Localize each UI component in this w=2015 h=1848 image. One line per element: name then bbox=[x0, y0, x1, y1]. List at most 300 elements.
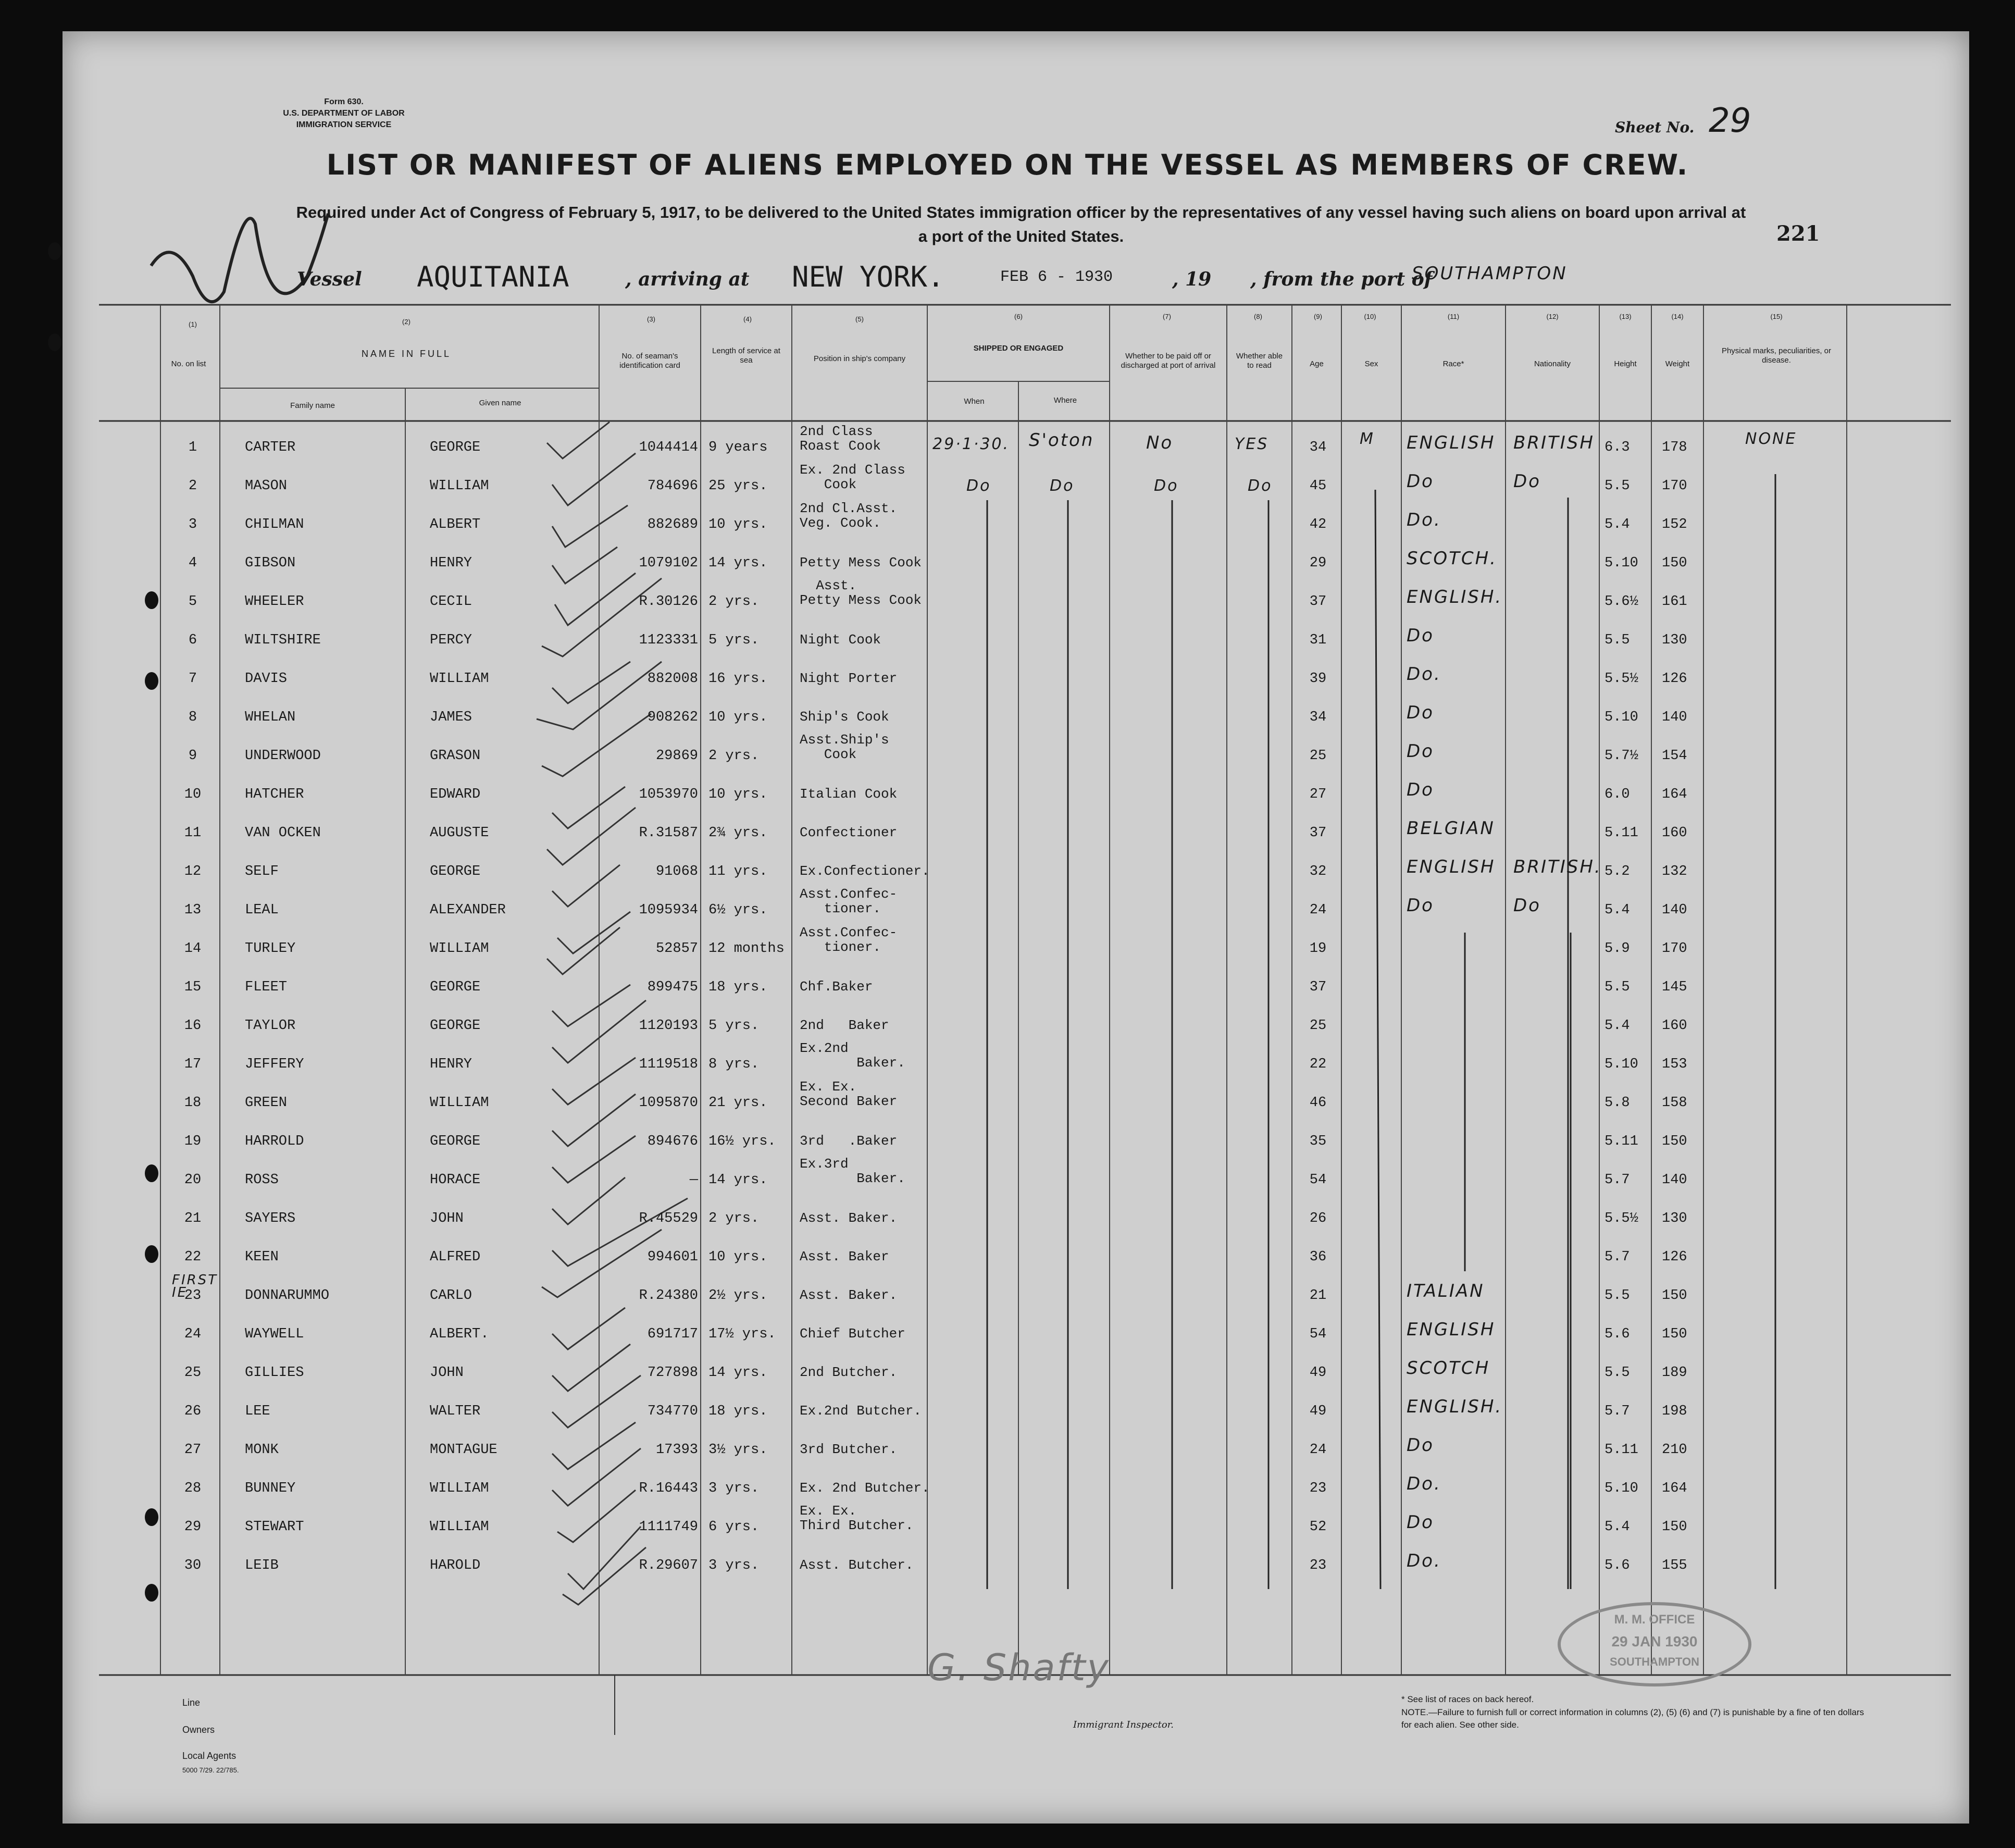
cell-weight: 152 bbox=[1662, 517, 1687, 532]
cell-age: 27 bbox=[1309, 787, 1327, 802]
owners-label: Owners bbox=[182, 1725, 215, 1735]
arriving-label: , arriving at bbox=[625, 268, 750, 290]
cell-height: 6.3 bbox=[1604, 440, 1630, 455]
cell-no: 16 bbox=[184, 1018, 202, 1034]
vessel-label: Vessel bbox=[297, 268, 362, 290]
ditto-able-read: Do bbox=[1248, 477, 1273, 495]
cell-id: 899475 bbox=[647, 979, 698, 995]
cell-weight: 140 bbox=[1662, 1172, 1687, 1188]
form-identifier bbox=[271, 96, 417, 131]
cell-given: WALTER bbox=[430, 1404, 481, 1419]
cell-race: Do bbox=[1407, 1435, 1434, 1456]
cell-given: CECIL bbox=[430, 594, 472, 610]
cell-age: 49 bbox=[1309, 1365, 1327, 1381]
cell-no: 29 bbox=[184, 1519, 202, 1535]
cell-weight: 170 bbox=[1662, 941, 1687, 957]
cell-nationality: Do bbox=[1513, 471, 1541, 492]
cell-weight: 130 bbox=[1662, 632, 1687, 648]
cell-no: 13 bbox=[184, 902, 202, 918]
cell-weight: 154 bbox=[1662, 748, 1687, 764]
colnum-4: (4) bbox=[743, 315, 752, 323]
cell-no: 3 bbox=[188, 517, 197, 532]
cell-id: R.45529 bbox=[639, 1211, 698, 1226]
cell-given: EDWARD bbox=[430, 787, 481, 802]
cell-service: 10 yrs. bbox=[708, 787, 768, 802]
cell-no: 22 bbox=[184, 1249, 202, 1265]
cell-service: 2 yrs. bbox=[708, 748, 760, 764]
cell-age: 37 bbox=[1309, 594, 1327, 610]
stamp-top: M. M. OFFICE bbox=[1614, 1613, 1695, 1627]
header-family-name: Family name bbox=[290, 401, 335, 410]
cell-age: 39 bbox=[1309, 671, 1327, 687]
cell-no: 10 bbox=[184, 787, 202, 802]
cell-weight: 170 bbox=[1662, 478, 1687, 494]
cell-given: HORACE bbox=[430, 1172, 481, 1188]
cell-weight: 150 bbox=[1662, 1134, 1687, 1149]
cell-given: GEORGE bbox=[430, 864, 481, 879]
cell-height: 5.10 bbox=[1604, 1057, 1638, 1072]
cell-no: 5 bbox=[188, 594, 197, 610]
cell-height: 5.11 bbox=[1604, 1134, 1638, 1149]
header-age: Age bbox=[1310, 359, 1324, 368]
form-number: Form 630. bbox=[324, 97, 364, 106]
cell-no: 14 bbox=[184, 941, 202, 957]
cell-family: KEEN bbox=[245, 1249, 279, 1265]
page-code: 221 bbox=[1776, 221, 1820, 246]
cell-no: 20 bbox=[184, 1172, 202, 1188]
ditto-paid-off: Do bbox=[1154, 477, 1179, 495]
cell-height: 5.4 bbox=[1604, 1519, 1630, 1535]
cell-service: 17½ yrs. bbox=[708, 1326, 776, 1342]
shipped-where: S'oton bbox=[1029, 430, 1094, 451]
cell-service: 8 yrs. bbox=[708, 1057, 760, 1072]
cell-family: ROSS bbox=[245, 1172, 279, 1188]
cell-no: 27 bbox=[184, 1442, 202, 1458]
cell-family: TAYLOR bbox=[245, 1018, 296, 1034]
cell-weight: 145 bbox=[1662, 979, 1687, 995]
cell-age: 54 bbox=[1309, 1172, 1327, 1188]
cell-family: FLEET bbox=[245, 979, 288, 995]
cell-family: LEIB bbox=[245, 1558, 279, 1573]
table-row bbox=[0, 814, 2015, 852]
cell-given: HENRY bbox=[430, 1057, 472, 1072]
cell-service: 16 yrs. bbox=[708, 671, 768, 687]
table-row bbox=[0, 424, 2015, 467]
cell-age: 29 bbox=[1309, 555, 1327, 571]
cell-id: 1111749 bbox=[639, 1519, 698, 1535]
table-row bbox=[0, 501, 2015, 544]
service: IMMIGRATION SERVICE bbox=[296, 120, 392, 129]
sheet-number: 29 bbox=[1709, 102, 1751, 140]
cell-service: 2¾ yrs. bbox=[708, 825, 768, 841]
colnum-9: (9) bbox=[1314, 313, 1322, 320]
cell-race: Do. bbox=[1407, 1473, 1441, 1494]
cell-no: 18 bbox=[184, 1095, 202, 1111]
colnum-2: (2) bbox=[402, 318, 411, 326]
cell-service: 3 yrs. bbox=[708, 1558, 760, 1573]
inspector-signature: G. Shafty bbox=[927, 1646, 1110, 1689]
cell-no: 2 bbox=[188, 478, 197, 494]
cell-race: BELGIAN bbox=[1407, 818, 1495, 839]
table-row bbox=[0, 698, 2015, 737]
cell-position: Asst. Butcher. bbox=[800, 1557, 914, 1573]
cell-age: 36 bbox=[1309, 1249, 1327, 1265]
table-row bbox=[0, 1199, 2015, 1238]
sheet-label: Sheet No. bbox=[1615, 119, 1695, 136]
cell-age: 42 bbox=[1309, 517, 1327, 532]
header-name-in-full: NAME IN FULL bbox=[361, 349, 452, 359]
cell-service: 25 yrs. bbox=[708, 478, 768, 494]
cell-position: Ex.2nd Butcher. bbox=[800, 1403, 922, 1419]
cell-id: 1119518 bbox=[639, 1057, 698, 1072]
cell-position: 3rd Butcher. bbox=[800, 1442, 898, 1457]
cell-id: 1044414 bbox=[639, 440, 698, 455]
cell-given: GEORGE bbox=[430, 1134, 481, 1149]
cell-height: 5.6 bbox=[1604, 1558, 1630, 1573]
ditto-where: Do bbox=[1050, 477, 1075, 495]
cell-position: Ex.2nd Baker. bbox=[800, 1040, 905, 1071]
note-penalty: NOTE.—Failure to furnish full or correct information in columns (2), (5) (6) and (7) is punishable by a fine of ten dollars for each alien. See other side. bbox=[1401, 1707, 1864, 1730]
cell-weight: 160 bbox=[1662, 1018, 1687, 1034]
header-able-read: Whether able to read bbox=[1236, 352, 1283, 370]
cell-given: WILLIAM bbox=[430, 478, 489, 494]
cell-service: 6½ yrs. bbox=[708, 902, 768, 918]
cell-no: 19 bbox=[184, 1134, 202, 1149]
cell-position: Ex. 2nd Butcher. bbox=[800, 1480, 930, 1496]
cell-weight: 189 bbox=[1662, 1365, 1687, 1381]
cell-family: WILTSHIRE bbox=[245, 632, 321, 648]
cell-family: WHELAN bbox=[245, 710, 296, 725]
cell-weight: 126 bbox=[1662, 671, 1687, 687]
cell-position: Chief Butcher bbox=[800, 1326, 905, 1342]
cell-service: 10 yrs. bbox=[708, 1249, 768, 1265]
cell-race: Do bbox=[1407, 625, 1434, 646]
cell-id: 1079102 bbox=[639, 555, 698, 571]
cell-weight: 150 bbox=[1662, 1288, 1687, 1304]
cell-age: 25 bbox=[1309, 1018, 1327, 1034]
cell-id: 1053970 bbox=[639, 787, 698, 802]
cell-weight: 158 bbox=[1662, 1095, 1687, 1111]
cell-position: Asst. Baker. bbox=[800, 1287, 898, 1303]
cell-position: Italian Cook bbox=[800, 786, 898, 802]
table-row bbox=[0, 621, 2015, 660]
department: U.S. DEPARTMENT OF LABOR bbox=[283, 109, 405, 118]
cell-height: 5.5 bbox=[1604, 979, 1630, 995]
header-nationality: Nationality bbox=[1534, 359, 1571, 368]
table-row bbox=[0, 1469, 2015, 1508]
cell-given: WILLIAM bbox=[430, 1095, 489, 1111]
cell-family: WHEELER bbox=[245, 594, 304, 610]
cell-weight: 132 bbox=[1662, 864, 1687, 879]
cell-age: 31 bbox=[1309, 632, 1327, 648]
cell-id: 1120193 bbox=[639, 1018, 698, 1034]
table-row bbox=[0, 925, 2015, 968]
cell-age: 24 bbox=[1309, 1442, 1327, 1458]
cell-age: 49 bbox=[1309, 1404, 1327, 1419]
cell-id: 691717 bbox=[647, 1326, 698, 1342]
cell-family: MONK bbox=[245, 1442, 279, 1458]
colnum-11: (11) bbox=[1447, 313, 1460, 320]
cell-no: 11 bbox=[184, 825, 202, 841]
cell-height: 5.4 bbox=[1604, 517, 1630, 532]
table-row bbox=[0, 1503, 2015, 1546]
date-stamp: FEB 6 - 1930 bbox=[1000, 268, 1113, 286]
arrival-port: NEW YORK. bbox=[792, 261, 944, 293]
cell-no: 7 bbox=[188, 671, 197, 687]
cell-given: GEORGE bbox=[430, 440, 481, 455]
departure-port: SOUTHAMPTON bbox=[1412, 263, 1568, 284]
cell-age: 21 bbox=[1309, 1288, 1327, 1304]
cell-weight: 210 bbox=[1662, 1442, 1687, 1458]
cell-race: Do. bbox=[1407, 664, 1441, 685]
cell-id: 727898 bbox=[647, 1365, 698, 1381]
table-row bbox=[0, 1122, 2015, 1161]
cell-family: GREEN bbox=[245, 1095, 288, 1111]
cell-family: LEAL bbox=[245, 902, 279, 918]
cell-given: HAROLD bbox=[430, 1558, 481, 1573]
cell-height: 5.4 bbox=[1604, 902, 1630, 918]
cell-age: 52 bbox=[1309, 1519, 1327, 1535]
cell-id: R.16443 bbox=[639, 1481, 698, 1496]
cell-race: Do bbox=[1407, 741, 1434, 762]
cell-family: CHILMAN bbox=[245, 517, 304, 532]
stamp-date: 29 JAN 1930 bbox=[1611, 1633, 1698, 1649]
requirement-text: Required under Act of Congress of February 5, 1917, to be delivered to the United States immigration officer by the representatives of any vessel having such aliens on board upon arrival at a port of the United States. bbox=[296, 203, 1746, 245]
cell-family: UNDERWOOD bbox=[245, 748, 321, 764]
cell-position: Asst.Confec- tioner. bbox=[800, 925, 898, 955]
cell-given: JAMES bbox=[430, 710, 472, 725]
cell-position: 3rd .Baker bbox=[800, 1133, 898, 1149]
cell-no: 4 bbox=[188, 555, 197, 571]
row-22-annotation: FIRST IE bbox=[172, 1272, 218, 1300]
cell-race: ENGLISH. bbox=[1407, 587, 1503, 607]
cell-given: ALBERT. bbox=[430, 1326, 489, 1342]
header-weight: Weight bbox=[1665, 359, 1690, 368]
table-row bbox=[0, 852, 2015, 891]
cell-age: 34 bbox=[1309, 710, 1327, 725]
cell-weight: 160 bbox=[1662, 825, 1687, 841]
cell-id: 91068 bbox=[655, 864, 698, 879]
note-races: * See list of races on back hereof. bbox=[1401, 1694, 1534, 1704]
cell-id: — bbox=[689, 1172, 698, 1188]
table-row bbox=[0, 1546, 2015, 1585]
header-marks: Physical marks, peculiarities, or disease. bbox=[1721, 346, 1832, 365]
cell-family: WAYWELL bbox=[245, 1326, 304, 1342]
cell-id: 17393 bbox=[655, 1442, 698, 1458]
cell-nationality: Do bbox=[1513, 895, 1541, 916]
cell-position: Asst.Ship's Cook bbox=[800, 732, 889, 762]
cell-race: Do. bbox=[1407, 510, 1441, 530]
cell-nationality: BRITISH bbox=[1513, 432, 1595, 453]
shipped-when: 29·1·30. bbox=[932, 435, 1010, 453]
cell-id: 734770 bbox=[647, 1404, 698, 1419]
cell-weight: 161 bbox=[1662, 594, 1687, 610]
cell-id: 882689 bbox=[647, 517, 698, 532]
cell-weight: 150 bbox=[1662, 1519, 1687, 1535]
cell-id: 1095934 bbox=[639, 902, 698, 918]
cell-weight: 164 bbox=[1662, 1481, 1687, 1496]
line-label: Line bbox=[182, 1697, 201, 1708]
cell-family: VAN OCKEN bbox=[245, 825, 321, 841]
cell-no: 12 bbox=[184, 864, 202, 879]
cell-position: Ex. Ex. Third Butcher. bbox=[800, 1503, 914, 1533]
table-row bbox=[0, 1079, 2015, 1122]
cell-given: HENRY bbox=[430, 555, 472, 571]
cell-id: R.29607 bbox=[639, 1558, 698, 1573]
colnum-5: (5) bbox=[855, 315, 864, 323]
header-when: When bbox=[964, 397, 985, 406]
cell-height: 5.5 bbox=[1604, 478, 1630, 494]
cell-service: 14 yrs. bbox=[708, 555, 768, 571]
colnum-1: (1) bbox=[189, 320, 197, 328]
cell-age: 37 bbox=[1309, 825, 1327, 841]
colnum-3: (3) bbox=[647, 315, 655, 323]
cell-height: 5.11 bbox=[1604, 825, 1638, 841]
cell-age: 24 bbox=[1309, 902, 1327, 918]
table-row bbox=[0, 1315, 2015, 1354]
cell-race: ENGLISH bbox=[1407, 432, 1496, 453]
cell-no: 26 bbox=[184, 1404, 202, 1419]
table-row bbox=[0, 1156, 2015, 1199]
cell-height: 6.0 bbox=[1604, 787, 1630, 802]
colnum-10: (10) bbox=[1364, 313, 1376, 320]
header-no-on-list: No. on list bbox=[171, 359, 206, 368]
cell-race: Do bbox=[1407, 895, 1434, 916]
cell-age: 25 bbox=[1309, 748, 1327, 764]
cell-position: Ship's Cook bbox=[800, 709, 889, 725]
cell-height: 5.6 bbox=[1604, 1326, 1630, 1342]
table-row bbox=[0, 1354, 2015, 1392]
cell-service: 2 yrs. bbox=[708, 594, 760, 610]
cell-given: ALFRED bbox=[430, 1249, 481, 1265]
cell-weight: 130 bbox=[1662, 1211, 1687, 1226]
cell-family: MASON bbox=[245, 478, 288, 494]
cell-race: Do bbox=[1407, 1512, 1434, 1533]
cell-given: JOHN bbox=[430, 1211, 464, 1226]
cell-given: MONTAGUE bbox=[430, 1442, 497, 1458]
cell-age: 32 bbox=[1309, 864, 1327, 879]
cell-position: Ex. Ex. Second Baker bbox=[800, 1079, 898, 1109]
cell-height: 5.10 bbox=[1604, 710, 1638, 725]
cell-service: 21 yrs. bbox=[708, 1095, 768, 1111]
cell-age: 22 bbox=[1309, 1057, 1327, 1072]
cell-weight: 178 bbox=[1662, 440, 1687, 455]
cell-service: 18 yrs. bbox=[708, 1404, 768, 1419]
vessel-name: AQUITANIA bbox=[417, 261, 569, 293]
cell-family: LEE bbox=[245, 1404, 270, 1419]
cell-id: 29869 bbox=[655, 748, 698, 764]
colnum-14: (14) bbox=[1671, 313, 1684, 320]
cell-position: 2nd Butcher. bbox=[800, 1365, 898, 1380]
header-sex: Sex bbox=[1364, 359, 1378, 368]
cell-weight: 155 bbox=[1662, 1558, 1687, 1573]
cell-race: Do bbox=[1407, 702, 1434, 723]
cell-race: ENGLISH bbox=[1407, 857, 1496, 877]
header-where: Where bbox=[1053, 396, 1077, 405]
table-row bbox=[0, 968, 2015, 1007]
table-row bbox=[0, 1392, 2015, 1431]
cell-family: JEFFERY bbox=[245, 1057, 304, 1072]
cell-service: 9 years bbox=[708, 440, 768, 455]
header-shipped: SHIPPED OR ENGAGED bbox=[973, 344, 1064, 353]
cell-family: SELF bbox=[245, 864, 279, 879]
cell-height: 5.9 bbox=[1604, 941, 1630, 957]
cell-height: 5.7 bbox=[1604, 1172, 1630, 1188]
cell-service: 3 yrs. bbox=[708, 1481, 760, 1496]
header-length-service: Length of service at sea bbox=[712, 346, 780, 365]
cell-age: 45 bbox=[1309, 478, 1327, 494]
cell-nationality: BRITISH. bbox=[1513, 857, 1602, 877]
cell-no: 9 bbox=[188, 748, 197, 764]
cell-family: GIBSON bbox=[245, 555, 296, 571]
cell-position: Chf.Baker bbox=[800, 979, 873, 995]
cell-id: 994601 bbox=[647, 1249, 698, 1265]
cell-height: 5.7 bbox=[1604, 1249, 1630, 1265]
cell-id: 784696 bbox=[647, 478, 698, 494]
table-row bbox=[0, 732, 2015, 775]
cell-position: Ex.3rd Baker. bbox=[800, 1156, 905, 1186]
cell-family: STEWART bbox=[245, 1519, 304, 1535]
colnum-15: (15) bbox=[1770, 313, 1783, 320]
cell-position: Ex. 2nd Class Cook bbox=[800, 462, 905, 492]
cell-age: 23 bbox=[1309, 1481, 1327, 1496]
cell-id: R.30126 bbox=[639, 594, 698, 610]
cell-weight: 126 bbox=[1662, 1249, 1687, 1265]
cell-service: 5 yrs. bbox=[708, 1018, 760, 1034]
cell-no: 17 bbox=[184, 1057, 202, 1072]
cell-race: Do. bbox=[1407, 1551, 1441, 1571]
cell-weight: 140 bbox=[1662, 902, 1687, 918]
cell-family: HATCHER bbox=[245, 787, 304, 802]
header-given-name: Given name bbox=[479, 399, 521, 407]
stamp-bottom: SOUTHAMPTON bbox=[1610, 1655, 1699, 1668]
cell-race: Do bbox=[1407, 471, 1434, 492]
cell-id: 1095870 bbox=[639, 1095, 698, 1111]
cell-age: 34 bbox=[1309, 440, 1327, 455]
cell-id: 882008 bbox=[647, 671, 698, 687]
cell-race: SCOTCH bbox=[1407, 1358, 1490, 1379]
table-row bbox=[0, 886, 2015, 929]
cell-height: 5.10 bbox=[1604, 555, 1638, 571]
cell-age: 26 bbox=[1309, 1211, 1327, 1226]
cell-given: WILLIAM bbox=[430, 1481, 489, 1496]
cell-position: Ex.Confectioner. bbox=[800, 863, 930, 879]
cell-height: 5.2 bbox=[1604, 864, 1630, 879]
cell-given: PERCY bbox=[430, 632, 472, 648]
cell-id: R.24380 bbox=[639, 1288, 698, 1304]
cell-position: Asst. Baker. bbox=[800, 1210, 898, 1226]
cell-id: 1123331 bbox=[639, 632, 698, 648]
cell-no: 21 bbox=[184, 1211, 202, 1226]
cell-family: BUNNEY bbox=[245, 1481, 296, 1496]
cell-position: Confectioner bbox=[800, 825, 898, 840]
cell-position: Night Cook bbox=[800, 632, 881, 648]
cell-service: 10 yrs. bbox=[708, 710, 768, 725]
cell-service: 14 yrs. bbox=[708, 1365, 768, 1381]
cell-height: 5.5 bbox=[1604, 632, 1630, 648]
cell-id: 894676 bbox=[647, 1134, 698, 1149]
cell-age: 54 bbox=[1309, 1326, 1327, 1342]
sex-value: M bbox=[1360, 430, 1375, 448]
cell-race: ITALIAN bbox=[1407, 1281, 1485, 1301]
table-row bbox=[0, 462, 2015, 505]
cell-position: 2nd Class Roast Cook bbox=[800, 424, 881, 454]
cell-age: 35 bbox=[1309, 1134, 1327, 1149]
table-row bbox=[0, 1007, 2015, 1045]
cell-id: R.31587 bbox=[639, 825, 698, 841]
cell-position: Asst. Petty Mess Cook bbox=[800, 578, 922, 608]
cell-race: Do bbox=[1407, 779, 1434, 800]
